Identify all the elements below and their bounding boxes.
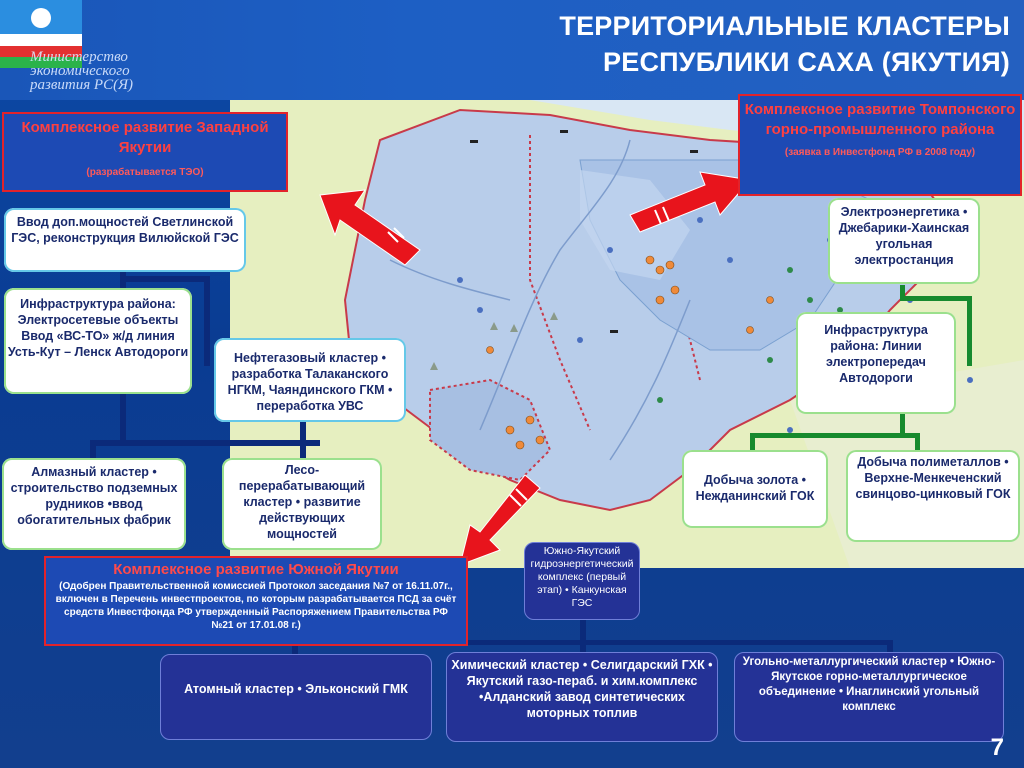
right-infra-text: Инфраструктура района: Линии электропередач Автодороги xyxy=(824,323,928,385)
logo-line: развития РС(Я) xyxy=(30,77,133,93)
south-yakutia-box xyxy=(44,556,468,646)
tompon-subtitle: (заявка в Инвестфонд РФ в 2008 году) xyxy=(784,147,976,158)
west-yakutia-title: Комплексное развитие Западной Якутии xyxy=(21,119,269,156)
coal-text: Угольно-металлургический кластер • Южно-Якутское горно-металлургическое объединение • Инаглинский угольный комплекс xyxy=(742,656,996,713)
connector xyxy=(300,420,306,460)
tompon-title: Комплексное развитие Томпонского горно-промышленного района xyxy=(744,101,1016,138)
connector xyxy=(750,433,920,438)
connector xyxy=(120,276,210,282)
connector xyxy=(90,440,96,460)
title-line-1: ТЕРРИТОРИАЛЬНЫЕ КЛАСТЕРЫ xyxy=(559,11,1010,41)
connector xyxy=(750,433,755,451)
connector xyxy=(900,296,972,301)
south-yakutia-subtitle: (Одобрен Правительственной комиссией Протокол заседания №7 от 16.11.07г., включен в Перечень инвестпроектов, по которым разрабатывается ПСД за счёт средств Инвестфонда РФ утвержденный Распоряжением Правительства РФ №21 от 17.01.08 г.) xyxy=(55,581,457,631)
page-number: 7 xyxy=(990,734,1004,761)
tompon-box xyxy=(738,94,1022,196)
logo-line: Министерство xyxy=(30,49,128,65)
hydro-text: Южно-Якутский гидроэнергетический комплекс (первый этап) • Канкунская ГЭС xyxy=(530,545,634,609)
atom-text: Атомный кластер • Эльконский ГМК xyxy=(184,682,408,696)
chem-text: Химический кластер • Селигдарский ГХК • Якутский газо-пераб. и хим.комплекс •Алданский завод синтетических моторных топлив xyxy=(451,658,713,720)
les-text: Лесо-перерабатывающий кластер • развитие действующих мощностей xyxy=(238,463,366,541)
energy-text: Электроэнергетика • Джебарики-Хаинская угольная электростанция xyxy=(838,205,970,267)
arrow-west-icon xyxy=(310,180,430,270)
left-infra-box xyxy=(4,288,192,394)
coal-box xyxy=(734,652,1004,742)
west-yakutia-subtitle: (разрабатывается ТЭО) xyxy=(86,167,204,178)
almaz-text: Алмазный кластер • строительство подземных рудников •ввод обогатительных фабрик xyxy=(10,465,178,527)
neftegaz-box xyxy=(214,338,406,422)
gold-box xyxy=(682,450,828,528)
left-infra-text: Инфраструктура района: Электросетевые объекты Ввод «ВС-ТО» ж/д линия Усть-Кут – Ленск Автодороги xyxy=(7,297,189,359)
page-title xyxy=(450,8,1010,80)
les-box xyxy=(222,458,382,550)
connector xyxy=(120,390,126,445)
polymet-box xyxy=(846,450,1020,542)
connector xyxy=(967,296,972,366)
vvod-text: Ввод доп.мощностей Светлинской ГЭС, реконструкция Вилюйской ГЭС xyxy=(11,215,239,245)
west-yakutia-box xyxy=(2,112,288,192)
ministry-logo xyxy=(30,50,133,92)
connector xyxy=(204,276,210,366)
polymet-text: Добыча полиметаллов • Верхне-Менкеченский свинцово-цинковый ГОК xyxy=(855,455,1011,501)
arrow-tompon-icon xyxy=(625,160,755,240)
chem-box xyxy=(446,652,718,742)
connector xyxy=(580,615,586,655)
gold-text: Добыча золота • Нежданинский ГОК xyxy=(695,473,815,503)
vvod-box xyxy=(4,208,246,272)
neftegaz-text: Нефтегазовый кластер • разработка Талаканского НГКМ, Чаяндинского ГКМ • переработка УВС xyxy=(227,351,393,413)
atom-box xyxy=(160,654,432,740)
connector xyxy=(90,440,320,446)
energy-box xyxy=(828,198,980,284)
title-line-2: РЕСПУБЛИКИ САХА (ЯКУТИЯ) xyxy=(603,47,1010,77)
connector xyxy=(915,433,920,451)
almaz-box xyxy=(2,458,186,550)
logo-line: экономического xyxy=(30,63,130,79)
right-infra-box xyxy=(796,312,956,414)
south-yakutia-title: Комплексное развитие Южной Якутии xyxy=(113,561,399,578)
hydro-box xyxy=(524,542,640,620)
